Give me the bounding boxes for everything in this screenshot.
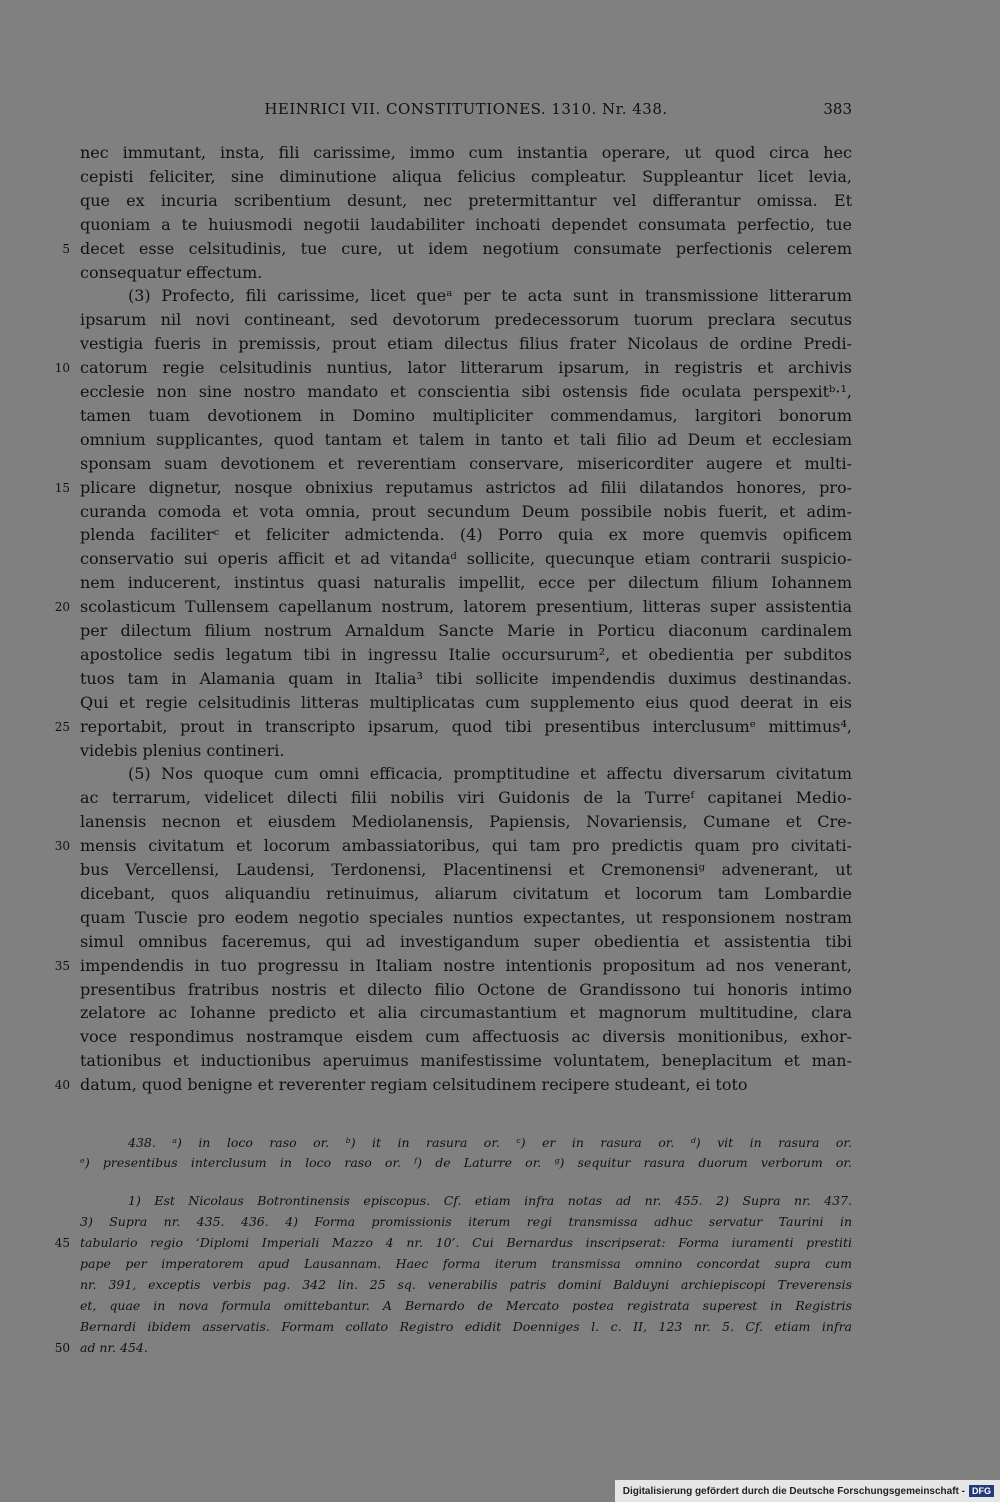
text-line: omnium supplicantes, quod tantam et talem in tanto et tali filio ad Deum et ecclesiam [80,429,852,449]
footnote-line: ad nr. 454. [80,1340,148,1355]
line-number: 30 [54,839,70,854]
apparatus-line: 438. ᵃ) in loco raso or. ᵇ) it in rasura or. ᶜ) er in rasura or. ᵈ) vit in rasura or. [128,1135,852,1150]
dfg-credit-bar [615,1480,1000,1502]
text-line: bus Vercellensi, Laudensi, Terdonensi, Placentinensi et Cremonensiᵍ advenerant, ut [80,860,852,879]
text-line: Qui et regie celsitudinis litteras multiplicatas cum supplemento eius quod deerat in eis [80,692,852,712]
line-number: 10 [54,361,70,376]
text-line: voce respondimus nostramque eisdem cum affectuosis ac diversis monitionibus, exhor- [80,1027,852,1047]
footnote-line: tabulario regio ‘Diplomi Imperiali Mazzo 4 nr. 10’. Cui Bernardus inscripserat: Forma iuramenti prestiti [80,1235,852,1250]
text-line: reportabit, prout in transcripto ipsarum, quod tibi presentibus interclusumᵉ mittimus⁴, [80,716,852,736]
text-line: curanda comoda et vota omnia, prout secundum Deum possibile nobis fuerit, et adim- [80,501,852,521]
text-line: per dilectum filium nostrum Arnaldum Sancte Marie in Porticu diaconum cardinalem [80,621,852,640]
text-line: datum, quod benigne et reverenter regiam celsitudinem recipere studeant, ei toto [80,1075,748,1095]
text-line: plenda faciliterᶜ et feliciter admictenda. (4) Porro quia ex more quemvis opificem [80,525,852,545]
line-number: 15 [54,480,70,495]
footnote-line: 1) Est Nicolaus Botrontinensis episcopus. Cf. etiam infra notas ad nr. 455. 2) Supra nr. 437. [128,1193,852,1208]
footnote-line: nr. 391, exceptis verbis pag. 342 lin. 25 sq. venerabilis patris domini Balduyni archiepiscopi Treverensis [80,1277,852,1292]
text-line: sponsam suam devotionem et reverentiam conservare, misericorditer augere et multi- [80,453,852,473]
footnote-line: Bernardi ibidem asservatis. Formam collato Registro edidit Doenniges l. c. II, 123 nr. 5. Cf. etiam infra [80,1319,852,1334]
text-line: nem inducerent, instintus quasi naturalis impellit, ecce per dilectum filium Iohannem [80,573,852,593]
text-line: lanensis necnon et eiusdem Mediolanensis, Papiensis, Novariensis, Cumane et Cre- [80,812,852,832]
text-line: ipsarum nil novi contineant, sed devotorum predecessorum tuorum preclara secutus [80,310,852,330]
running-title: HEINRICI VII. CONSTITUTIONES. 1310. Nr. 438. [264,100,668,118]
text-line: simul omnibus faceremus, qui ad investigandum super obedientia et assistentia tibi [80,931,852,951]
text-line: presentibus fratribus nostris et dilecto filio Octone de Grandissono tui honoris intimo [80,979,852,999]
text-line: tationibus et inductionibus aperuimus manifestissime voluntatem, beneplacitum et man- [80,1051,852,1071]
text-line: (3) Profecto, fili carissime, licet queᵃ per te acta sunt in transmissione litterarum [128,286,852,306]
text-line: videbis plenius contineri. [80,740,285,760]
text-line: consequatur effectum. [80,262,263,282]
credit-text: Digitalisierung gefördert durch die Deutsche Forschungsgemeinschaft - [622,1485,965,1497]
line-number: 45 [54,1236,70,1250]
dfg-logo: DFG [969,1485,994,1497]
page-number: 383 [823,100,852,118]
line-number: 20 [54,600,70,615]
footnote-line: et, quae in nova formula omittebantur. A Bernardo de Mercato postea registrata superest in Registris [80,1298,852,1313]
line-number: 40 [54,1078,70,1093]
text-line: (5) Nos quoque cum omni efficacia, promptitudine et affectu diversarum civitatum [128,764,852,784]
text-line: quam Tuscie pro eodem negotio speciales nuntios expectantes, ut responsionem nostram [80,907,852,927]
text-line: scolasticum Tullensem capellanum nostrum, latorem presentium, litteras super assistentia [80,597,852,617]
line-number: 35 [54,958,70,973]
text-line: tamen tuam devotionem in Domino multipliciter commendamus, largitori bonorum [80,405,852,425]
text-line: zelatore ac Iohanne predicto et alia circumastantium et magnorum multitudine, clara [80,1003,852,1023]
text-line: conservatio sui operis afficit et ad vitandaᵈ sollicite, quecunque etiam contrarii suspicio- [80,549,852,569]
footnote-line: pape per imperatorem apud Lausannam. Haec forma iterum transmissa omnino concordat supra cum [80,1256,852,1271]
text-line: vestigia fueris in premissis, prout etiam dilectus filius frater Nicolaus de ordine Predi- [80,334,852,354]
line-number: 5 [62,241,70,256]
apparatus-line: ᵉ) presentibus interclusum in loco raso or. ᶠ) de Laturre or. ᵍ) sequitur rasura duorum verborum or. [80,1155,852,1170]
text-line: nec immutant, insta, fili carissime, immo cum instantia operare, ut quod circa hec [80,143,852,162]
text-line: plicare dignetur, nosque obnixius reputamus astrictos ad filii dilatandos honores, pro- [80,477,852,497]
text-line: mensis civitatum et locorum ambassiatoribus, qui tam pro predictis quam pro civitati- [80,836,852,856]
text-line: cepisti feliciter, sine diminutione aliqua felicius compleatur. Suppleantur licet levia, [80,166,852,186]
text-line: tuos tam in Alamania quam in Italia³ tibi sollicite impendendis duximus destinandas. [80,668,852,688]
footnote-line: 3) Supra nr. 435. 436. 4) Forma promissionis iterum regi transmissa adhuc servatur Taurini in [80,1214,852,1229]
line-number: 25 [54,719,70,734]
text-line: que ex incuria scribentium desunt, nec pretermittantur vel differantur omissa. Et [80,190,852,210]
text-line: ac terrarum, videlicet dilecti filii nobilis viri Guidonis de la Turreᶠ capitanei Medio- [80,788,852,808]
line-number: 50 [54,1341,70,1355]
text-line: catorum regie celsitudinis nuntius, lator litterarum ipsarum, in registris et archivis [80,358,852,378]
text-line: ecclesie non sine nostro mandato et conscientia sibi ostensis fide oculata perspexitᵇ·¹, [80,382,852,401]
text-line: impendendis in tuo progressu in Italiam nostre intentionis propositum ad nos venerant, [80,955,852,975]
text-line: decet esse celsitudinis, tue cure, ut idem negotium consumate perfectionis celerem [80,238,852,258]
text-line: dicebant, quos aliquandiu retinuimus, aliarum civitatum et locorum tam Lombardie [80,883,852,903]
running-header [80,100,852,126]
text-line: quoniam a te huiusmodi negotii laudabiliter inchoati dependet consumata perfectio, tue [80,214,852,234]
text-line: apostolice sedis legatum tibi in ingressu Italie occursurum², et obedientia per subditos [80,644,852,664]
